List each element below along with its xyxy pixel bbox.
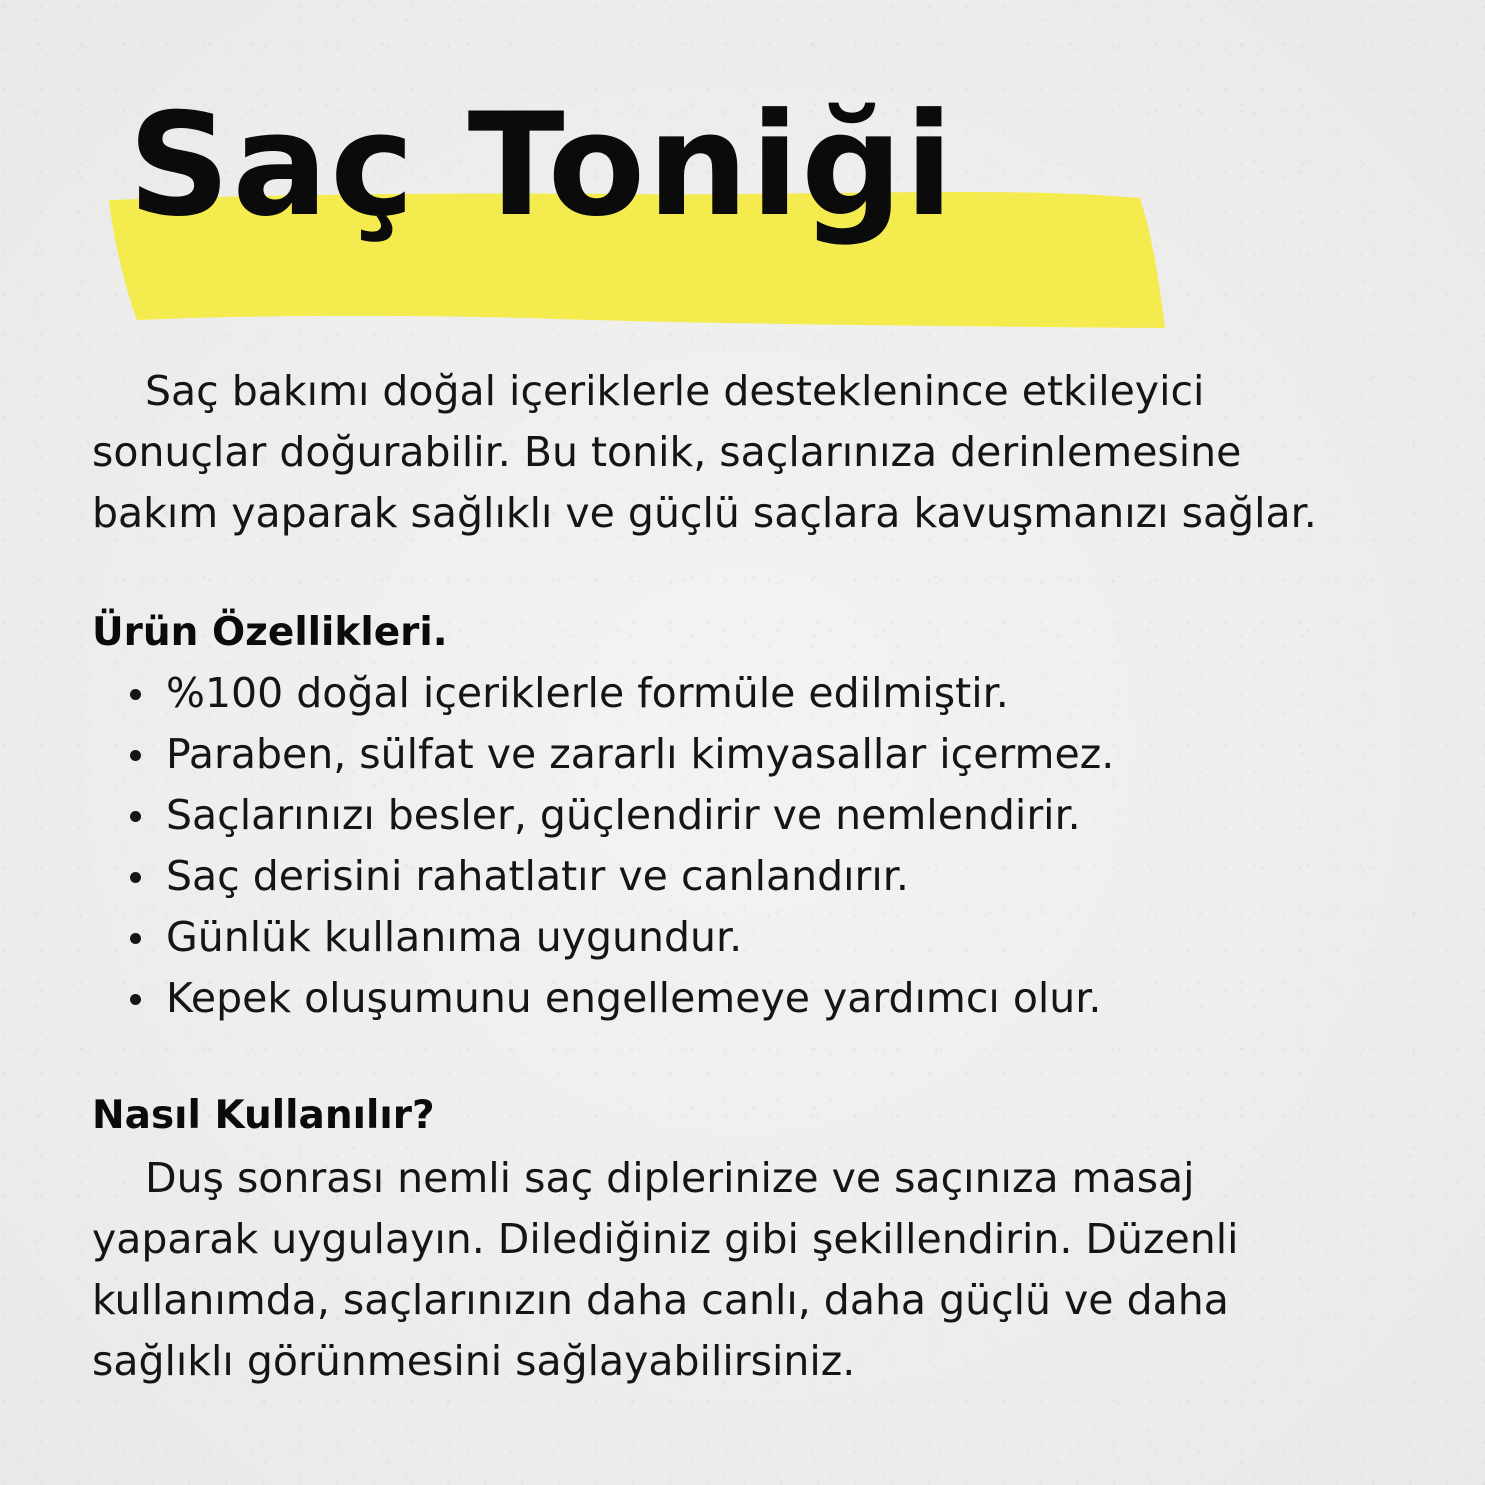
usage-heading: Nasıl Kullanılır?	[92, 1093, 435, 1138]
intro-line: bakım yaparak sağlıklı ve güçlü saçlara kavuşmanızı sağlar.	[92, 489, 1317, 537]
intro-line: sonuçlar doğurabilir. Bu tonik, saçlarınıza derinlemesine	[92, 428, 1242, 476]
feature-item: %100 doğal içeriklerle formüle edilmiştir.	[92, 663, 1114, 724]
usage-line: kullanımda, saçlarınızın daha canlı, daha güçlü ve daha	[92, 1276, 1229, 1324]
feature-item: Kepek oluşumunu engellemeye yardımcı olur.	[92, 968, 1114, 1029]
feature-item: Saç derisini rahatlatır ve canlandırır.	[92, 846, 1114, 907]
usage-line: Duş sonrası nemli saç diplerinize ve saçınıza masaj	[145, 1154, 1195, 1202]
bullet-icon	[130, 750, 141, 761]
usage-paragraph	[92, 1148, 1412, 1392]
feature-item: Paraben, sülfat ve zararlı kimyasallar içermez.	[92, 724, 1114, 785]
bullet-icon	[130, 872, 141, 883]
feature-item: Günlük kullanıma uygundur.	[92, 907, 1114, 968]
features-heading: Ürün Özellikleri.	[92, 610, 448, 655]
feature-item: Saçlarınızı besler, güçlendirir ve nemlendirir.	[92, 785, 1114, 846]
features-list	[92, 663, 1114, 1029]
intro-paragraph	[92, 361, 1412, 544]
usage-line: sağlıklı görünmesini sağlayabilirsiniz.	[92, 1337, 856, 1385]
bullet-icon	[130, 994, 141, 1005]
page-title: Saç Toniği	[128, 83, 956, 248]
bullet-icon	[130, 933, 141, 944]
bullet-icon	[130, 689, 141, 700]
bullet-icon	[130, 811, 141, 822]
usage-line: yaparak uygulayın. Dilediğiniz gibi şekillendirin. Düzenli	[92, 1215, 1239, 1263]
intro-line: Saç bakımı doğal içeriklerle desteklenince etkileyici	[145, 367, 1205, 415]
